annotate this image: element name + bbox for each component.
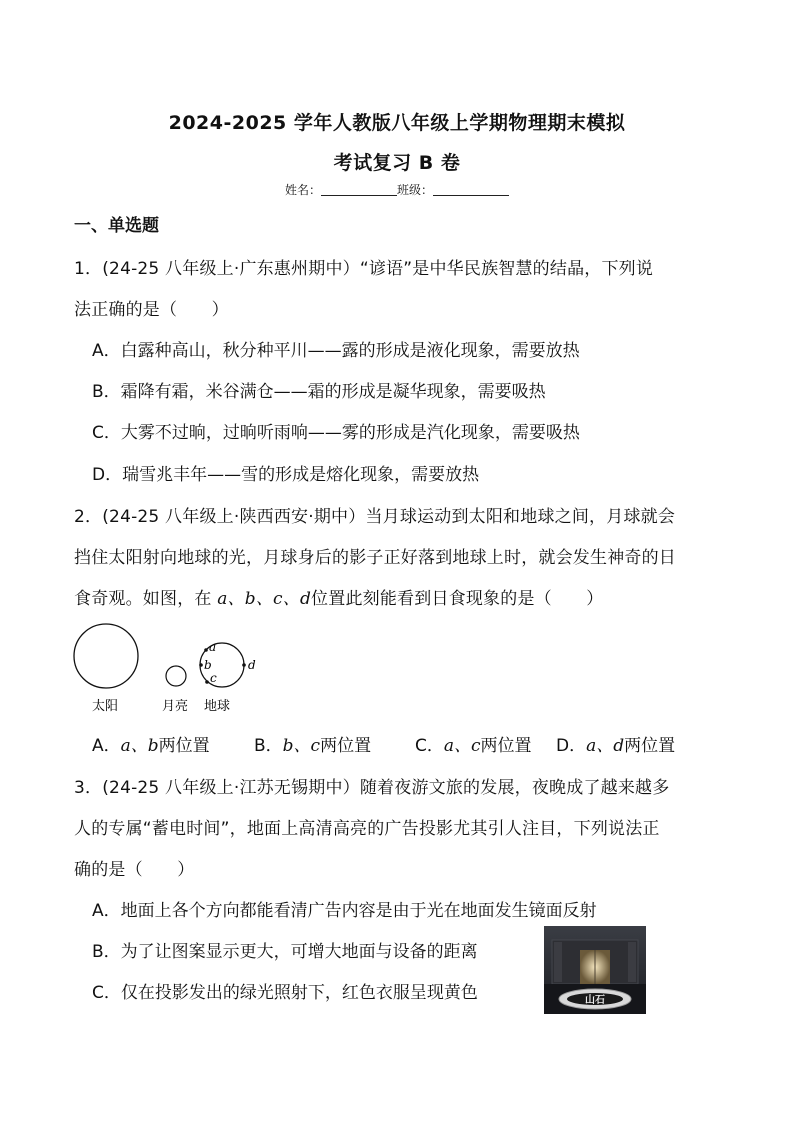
q2-line3-pre: 食奇观。如图，在 — [74, 589, 218, 609]
q1-stem-line-1: 1．(24-25 八年级上·广东惠州期中）“谚语”是中华民族智慧的结晶，下列说 — [74, 259, 654, 279]
point-b-label: b — [204, 658, 212, 672]
point-a-dot — [204, 648, 208, 652]
q2-options — [92, 731, 675, 756]
point-c-dot — [205, 680, 209, 684]
photo-logo-text: 山石 — [585, 995, 605, 1006]
sun-circle — [74, 624, 138, 688]
q3-option-a: A．地面上各个方向都能看清广告内容是由于光在地面发生镜面反射 — [92, 901, 597, 921]
q3-stem-line-1: 3．(24-25 八年级上·江苏无锡期中）随着夜游文旅的发展，夜晚成了越来越多 — [74, 778, 670, 798]
q2-option-c: C．a、c两位置 — [415, 736, 532, 756]
q1-stem-line-2: 法正确的是（ ） — [74, 300, 229, 320]
q3-stem-line-2: 人的专属“蓄电时间”，地面上高清高亮的广告投影尤其引人注目，下列说法正 — [74, 819, 660, 839]
point-c-label: c — [210, 671, 217, 685]
q1-option-b: B．霜降有霜，米谷满仓——霜的形成是凝华现象，需要吸热 — [92, 382, 546, 402]
title-line-2: 考试复习 B 卷 — [333, 152, 461, 174]
q2-option-a: A．a、b两位置 — [92, 736, 210, 756]
q3-option-b: B．为了让图案显示更大，可增大地面与设备的距离 — [92, 942, 478, 962]
name-class-bar — [0, 181, 794, 198]
eclipse-diagram — [70, 620, 270, 720]
projection-photo — [544, 926, 646, 1014]
q2-option-b: B．b、c两位置 — [254, 736, 372, 756]
q1-option-a: A．白露种高山，秋分种平川——露的形成是液化现象，需要放热 — [92, 341, 580, 361]
q1-option-c: C．大雾不过晌，过晌听雨响——雾的形成是汽化现象，需要吸热 — [92, 423, 580, 443]
q3-stem-line-3: 确的是（ ） — [74, 860, 195, 880]
name-label: 姓名： — [284, 183, 321, 197]
class-label: 班级： — [397, 183, 434, 197]
title-line-1: 2024-2025 学年人教版八年级上学期物理期末模拟 — [168, 112, 626, 134]
earth-label: 地球 — [204, 699, 231, 714]
q1-option-d: D．瑞雪兆丰年——雪的形成是熔化现象，需要放热 — [92, 465, 480, 485]
moon-label: 月亮 — [162, 699, 189, 714]
point-b-dot — [199, 663, 203, 667]
point-d-dot — [242, 663, 246, 667]
moon-circle — [166, 666, 186, 686]
q2-stem-line-2: 挡住太阳射向地球的光，月球身后的影子正好落到地球上时，就会发生神奇的日 — [74, 548, 676, 568]
section-heading: 一、单选题 — [74, 216, 159, 236]
sun-label: 太阳 — [92, 699, 119, 714]
q2-line3-vars: a、b、c、d — [217, 589, 312, 609]
q2-option-d: D．a、d两位置 — [556, 736, 676, 756]
point-d-label: d — [248, 658, 256, 672]
name-blank[interactable] — [321, 183, 397, 196]
q2-stem-line-1: 2．(24-25 八年级上·陕西西安·期中）当月球运动到太阳和地球之间，月球就会 — [74, 507, 676, 527]
q3-option-c: C．仅在投影发出的绿光照射下，红色衣服呈现黄色 — [92, 983, 478, 1003]
class-blank[interactable] — [433, 183, 509, 196]
q2-stem-line-3 — [74, 584, 603, 609]
q2-line3-post: 位置此刻能看到日食现象的是（ ） — [311, 589, 604, 609]
point-a-label: a — [209, 640, 217, 654]
